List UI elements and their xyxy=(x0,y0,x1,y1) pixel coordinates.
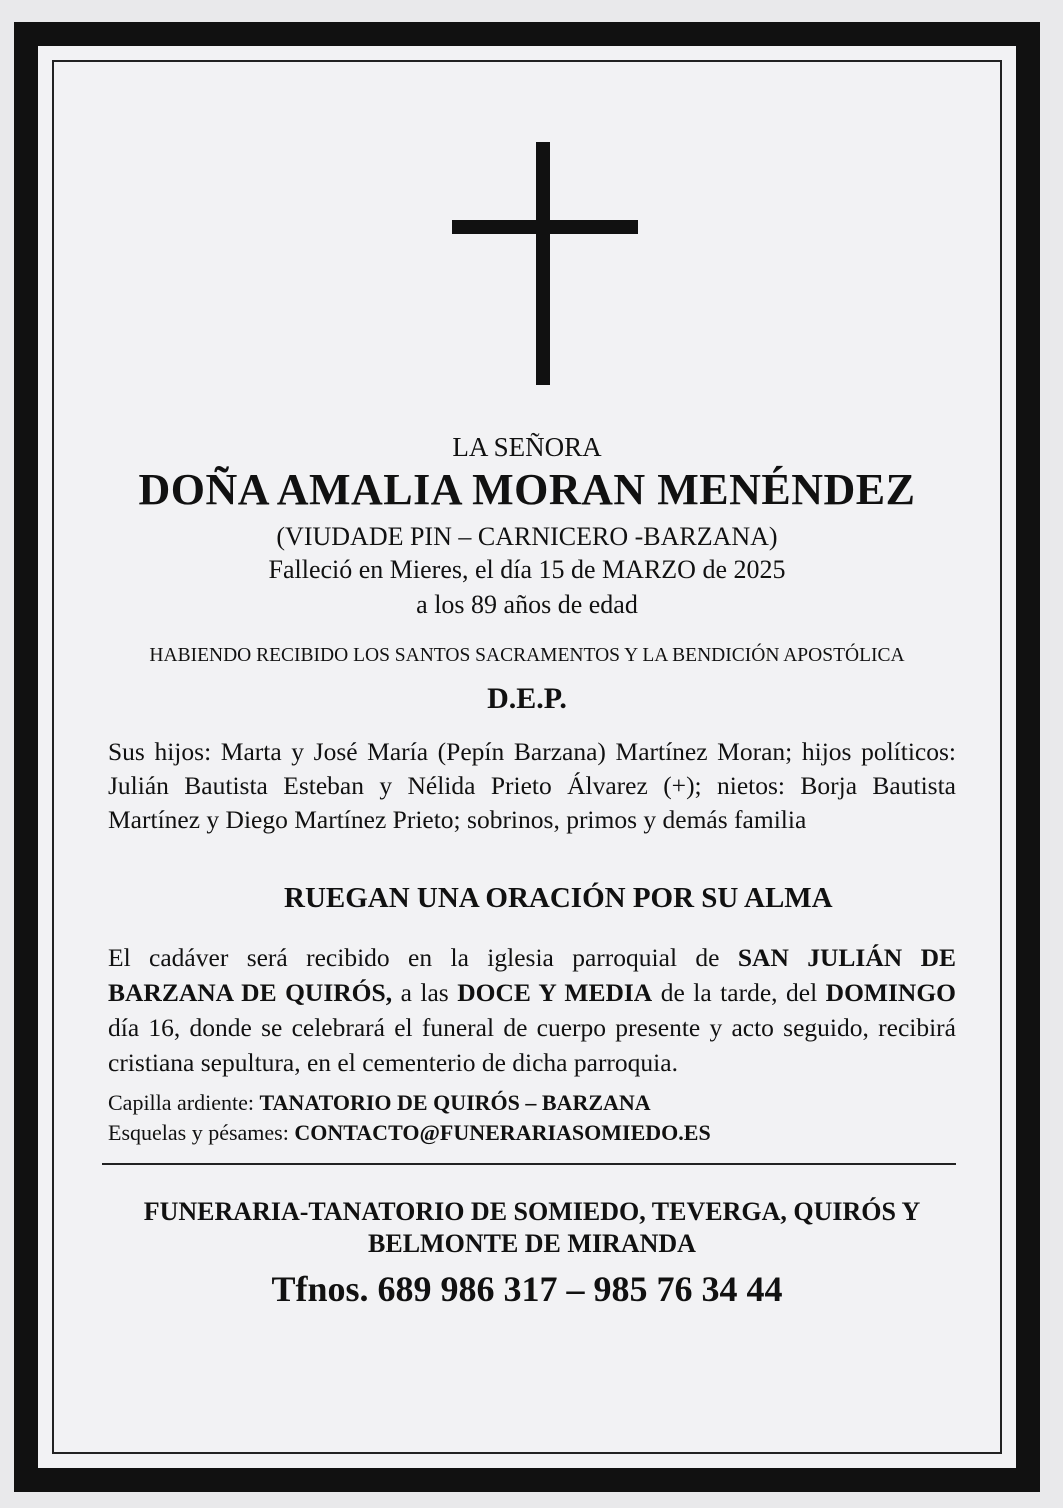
death-date-line: Falleció en Mieres, el día 15 de MARZO de 2025 xyxy=(268,555,786,584)
obituary-content xyxy=(54,62,1000,1452)
ceremony-day: DOMINGO xyxy=(825,978,956,1007)
obituary-sheet xyxy=(38,46,1016,1468)
ceremony-time: DOCE Y MEDIA xyxy=(457,978,653,1007)
prayer-request: RUEGAN UNA ORACIÓN POR SU ALMA xyxy=(284,882,833,914)
title-prefix: LA SEÑORA xyxy=(452,432,602,462)
ceremony-text-3: de la tarde, del xyxy=(652,978,826,1007)
dep-heading: D.E.P. xyxy=(487,682,567,715)
ceremony-text-4: día 16, donde se celebrará el funeral de cuerpo presente y acto seguido, recibirá cristiana sepultura, en el cementerio de dicha parroquia. xyxy=(108,1013,956,1077)
ceremony-paragraph xyxy=(108,940,956,1080)
church-name: SAN JULIÁN DE BARZANA DE QUIRÓS, xyxy=(108,943,956,1007)
phone-numbers: Tfnos. 689 986 317 – 985 76 34 44 xyxy=(271,1269,783,1309)
contact-email: CONTACTO@FUNERARIASOMIEDO.ES xyxy=(294,1120,711,1145)
sacraments-line: HABIENDO RECIBIDO LOS SANTOS SACRAMENTOS Y LA BENDICIÓN APOSTÓLICA xyxy=(149,645,905,666)
esquelas-label: Esquelas y pésames: xyxy=(108,1120,295,1145)
family-paragraph: Sus hijos: Marta y José María (Pepín Barzana) Martínez Moran; hijos políticos: Julián Bautista Esteban y Nélida Prieto Álvarez (+); nietos: Borja Bautista Martínez y Diego Martínez Prieto; sobrinos, primos y demás familia xyxy=(108,737,956,834)
capilla-value: TANATORIO DE QUIRÓS – BARZANA xyxy=(259,1090,651,1115)
inner-border-line xyxy=(52,60,1002,1454)
esquelas-line xyxy=(108,1120,711,1146)
black-border-frame xyxy=(14,22,1040,1492)
capilla-line xyxy=(108,1090,651,1116)
subtitle: (VIUDADE PIN – CARNICERO -BARZANA) xyxy=(276,522,778,551)
ceremony-text-2: a las xyxy=(392,978,458,1007)
capilla-label: Capilla ardiente: xyxy=(108,1090,260,1115)
funeral-home-name: FUNERARIA-TANATORIO DE SOMIEDO, TEVERGA, QUIRÓS Y BELMONTE DE MIRANDA xyxy=(143,1197,921,1258)
deceased-name: DOÑA AMALIA MORAN MENÉNDEZ xyxy=(138,465,916,514)
age-line: a los 89 años de edad xyxy=(416,590,638,619)
divider xyxy=(102,1163,956,1165)
ceremony-text-1: El cadáver será recibido en la iglesia parroquial de xyxy=(108,943,738,972)
